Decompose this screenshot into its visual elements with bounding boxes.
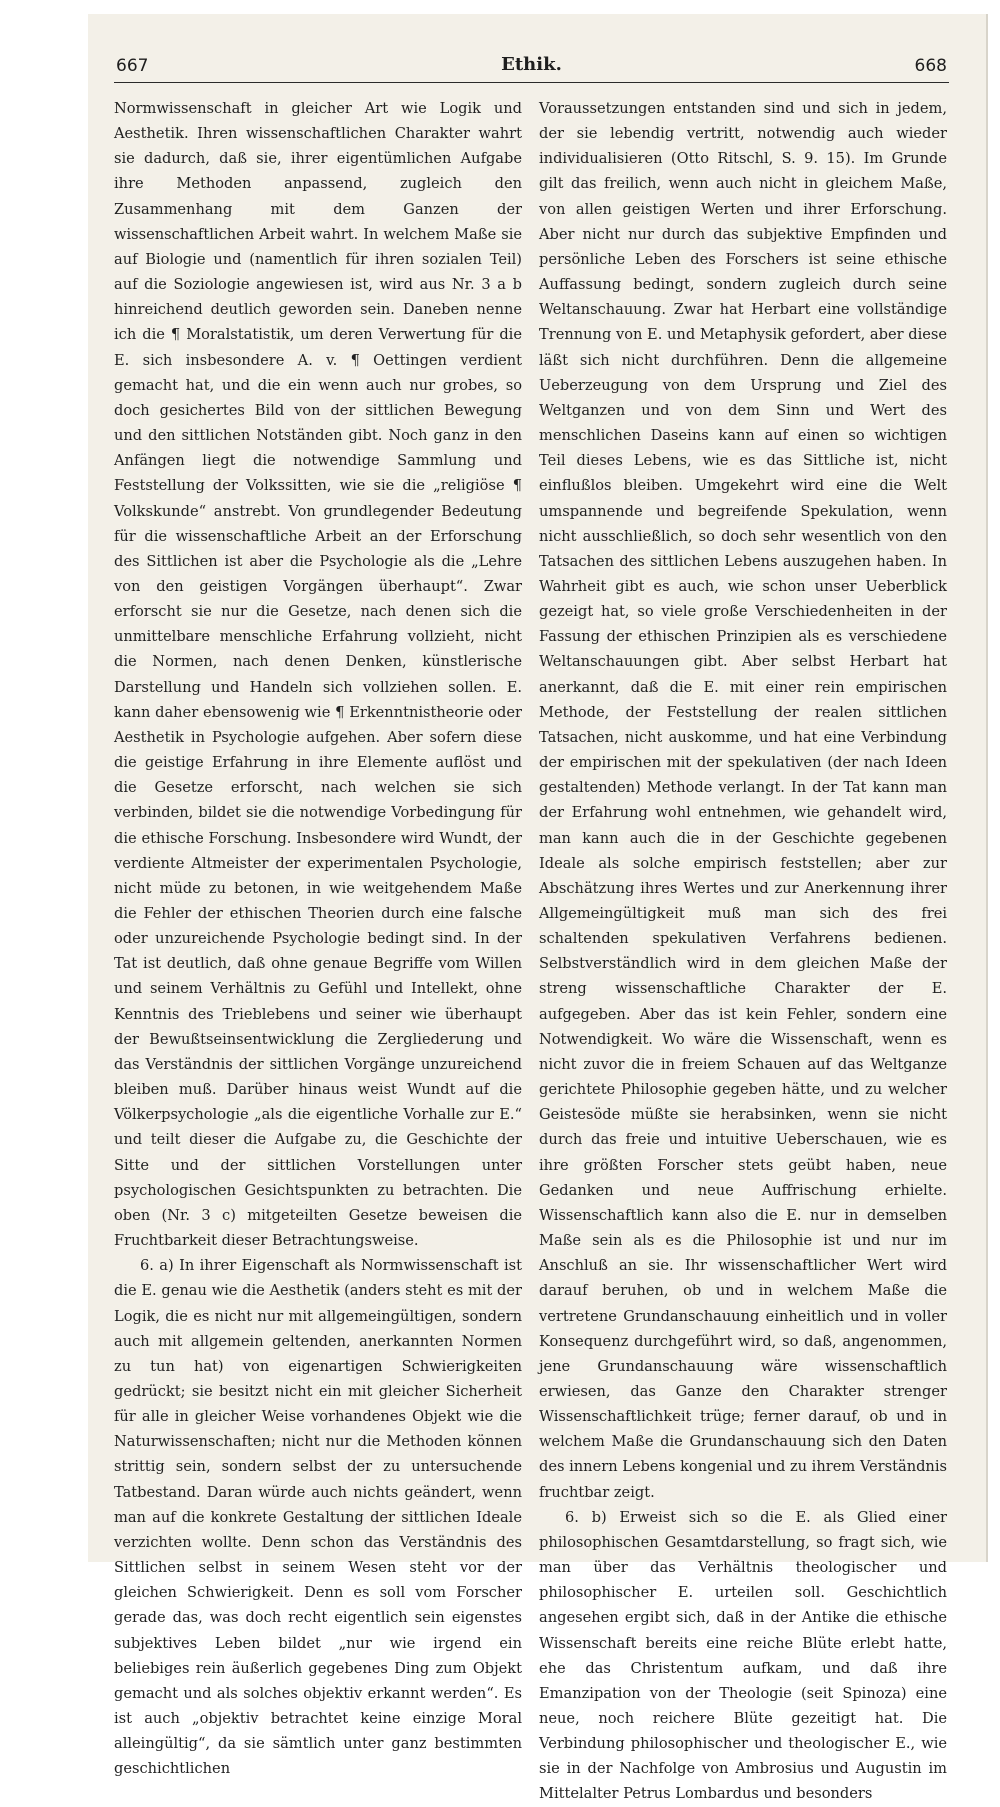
left-column (114, 96, 522, 1778)
left-page-number: 667 (116, 56, 149, 76)
page-header (114, 48, 949, 83)
running-title: Ethik. (501, 54, 562, 75)
right-column (539, 96, 947, 1803)
paragraph: 6. a) In ihrer Eigenschaft als Normwissenschaft ist die E. genau wie die Aesthetik (anders steht es mit der Logik, die es nicht nur mit allgemeingültigen, sondern auch mit allgemein geltenden, anerkannten Normen zu tun hat) von eigenartigen Schwierigkeiten gedrückt; sie besitzt nicht ein mit gleicher Sicherheit für alle in gleicher Weise vorhandenes Objekt wie die Naturwissenschaften; nicht nur die Methoden können strittig sein, sondern selbst der zu untersuchende Tatbestand. Daran würde auch nichts geändert, wenn man auf die konkrete Gestaltung der sittlichen Ideale verzichten wollte. Denn schon das Verständnis des Sittlichen selbst in seinem Wesen steht vor der gleichen Schwierigkeit. Denn es soll vom Forscher gerade das, was doch recht eigentlich sein eigenstes subjektives Leben bildet „nur wie irgend ein beliebiges rein äußerlich gegebenes Ding zum Objekt gemacht und als solches objektiv erkannt werden“. Es ist auch „objektiv betrachtet keine einzige Moral alleingültig“, da sie sämtlich unter ganz bestimmten geschichtlichen (114, 1257, 522, 1778)
paragraph: Normwissenschaft in gleicher Art wie Logik und Aesthetik. Ihren wissenschaftlichen Charakter wahrt sie dadurch, daß sie, ihrer eigentümlichen Aufgabe ihre Methoden anpassend, zugleich den Zusammenhang mit dem Ganzen der wissenschaftlichen Arbeit wahrt. In welchem Maße sie auf Biologie und (namentlich für ihren sozialen Teil) auf die Soziologie angewiesen ist, wird aus Nr. 3 a b hinreichend deutlich geworden sein. Daneben nenne ich die ¶ Moralstatistik, um deren Verwertung für die E. sich insbesondere A. v. ¶ Oettingen verdient gemacht hat, und die ein wenn auch nur grobes, so doch gesichertes Bild von der sittlichen Bewegung und den sittlichen Notständen gibt. Noch ganz in den Anfängen liegt die notwendige Sammlung und Feststellung der Volkssitten, wie sie die „religiöse ¶ Volkskunde“ anstrebt. Von grundlegender Bedeutung für die wissenschaftliche Arbeit an der Erforschung des Sittlichen ist aber die Psychologie als die „Lehre von den geistigen Vorgängen überhaupt“. Zwar erforscht sie nur die Gesetze, nach denen sich die unmittelbare menschliche Erfahrung vollzieht, nicht die Normen, nach denen Denken, künstlerische Darstellung und Handeln sich vollziehen sollen. E. kann daher ebensowenig wie ¶ Erkenntnistheorie oder Aesthetik in Psychologie aufgehen. Aber sofern diese die geistige Erfahrung in ihre Elemente auflöst und die Gesetze erforscht, nach welchen sie sich verbinden, bildet sie die notwendige Vorbedingung für die ethische Forschung. Insbesondere wird Wundt, der verdiente Altmeister der experimentalen Psychologie, nicht müde zu betonen, in wie weitgehendem Maße die Fehler der ethischen Theorien durch eine falsche oder unzureichende Psychologie bedingt sind. In der Tat ist deutlich, daß ohne genaue Begriffe vom Willen und seinem Verhältnis zu Gefühl und Intellekt, ohne Kenntnis des Trieblebens und seiner wie überhaupt der Bewußtseinsentwicklung die Zergliederung und das Verständnis der sittlichen Vorgänge unzureichend bleiben muß. Darüber hinaus weist Wundt auf die Völkerpsychologie „als die eigentliche Vorhalle zur E.“ und teilt dieser die Aufgabe zu, die Geschichte der Sitte und der sittlichen Vorstellungen unter psychologischen Gesichtspunkten zu betrachten. Die oben (Nr. 3 c) mitgeteilten Gesetze beweisen die Fruchtbarkeit dieser Betrachtungsweise. (114, 100, 522, 1250)
paragraph: 6. b) Erweist sich so die E. als Glied einer philosophischen Gesamtdarstellung, so fragt sich, wie man über das Verhältnis theologischer und philosophischer E. urteilen soll. Geschichtlich angesehen ergibt sich, daß in der Antike die ethische Wissenschaft bereits eine reiche Blüte erlebt hatte, ehe das Christentum aufkam, und daß ihre Emanzipation von der Theologie (seit Spinoza) eine neue, noch reichere Blüte gezeitigt hat. Die Verbindung philosophischer und theologischer E., wie sie in der Nachfolge von Ambrosius und Augustin im Mittelalter Petrus Lombardus und besonders (539, 1508, 947, 1803)
right-page-number: 668 (914, 56, 947, 76)
paragraph: Voraussetzungen entstanden sind und sich in jedem, der sie lebendig vertritt, notwendig auch wieder individualisieren (Otto Ritschl, S. 9. 15). Im Grunde gilt das freilich, wenn auch nicht in gleichem Maße, von allen geistigen Werten und ihrer Erforschung. Aber nicht nur durch das subjektive Empfinden und persönliche Leben des Forschers ist seine ethische Auffassung bedingt, sondern zugleich durch seine Weltanschauung. Zwar hat Herbart eine vollständige Trennung von E. und Metaphysik gefordert, aber diese läßt sich nicht durchführen. Denn die allgemeine Ueberzeugung von dem Ursprung und Ziel des Weltganzen und von dem Sinn und Wert des menschlichen Daseins kann auf einen so wichtigen Teil dieses Lebens, wie es das Sittliche ist, nicht einflußlos bleiben. Umgekehrt wird eine die Welt umspannende und begreifende Spekulation, wenn nicht ausschließlich, so doch sehr wesentlich von den Tatsachen des sittlichen Lebens auszugehen haben. In Wahrheit gibt es auch, wie schon unser Ueberblick gezeigt hat, so viele große Verschiedenheiten in der Fassung der ethischen Prinzipien als es verschiedene Weltanschauungen gibt. Aber selbst Herbart hat anerkannt, daß die E. mit einer rein empirischen Methode, der Feststellung der realen sittlichen Tatsachen, nicht auskomme, und hat eine Verbindung der empirischen mit der spekulativen (der nach Ideen gestaltenden) Methode verlangt. In der Tat kann man der Erfahrung wohl entnehmen, wie gehandelt wird, man kann auch die in der Geschichte gegebenen Ideale als solche empirisch feststellen; aber zur Abschätzung ihres Wertes und zur Anerkennung ihrer Allgemeingültigkeit muß man sich des frei schaltenden spekulativen Verfahrens bedienen. Selbstverständlich wird in dem gleichen Maße der streng wissenschaftliche Charakter der E. aufgegeben. Aber das ist kein Fehler, sondern eine Notwendigkeit. Wo wäre die Wissenschaft, wenn es nicht zuvor die in freiem Schauen auf das Weltganze gerichtete Philosophie gegeben hätte, und zu welcher Geistesöde müßte sie herabsinken, wenn sie nicht durch das freie und intuitive Ueberschauen, wie es ihre größten Forscher stets geübt haben, neue Gedanken und neue Auffrischung erhielte. Wissenschaftlich kann also die E. nur in demselben Maße sein als es die Philosophie ist und nur im Anschluß an sie. Ihr wissenschaftlicher Wert wird darauf beruhen, ob und in welchem Maße die vertretene Grundanschauung einheitlich und in voller Konsequenz durchgeführt wird, so daß, angenommen, jene Grundanschauung wäre wissenschaftlich erwiesen, das Ganze den Charakter strenger Wissenschaftlichkeit trüge; ferner darauf, ob und in welchem Maße die Grundanschauung sich den Daten des innern Lebens kongenial und zu ihrem Verständnis fruchtbar zeigt. (539, 100, 947, 1501)
